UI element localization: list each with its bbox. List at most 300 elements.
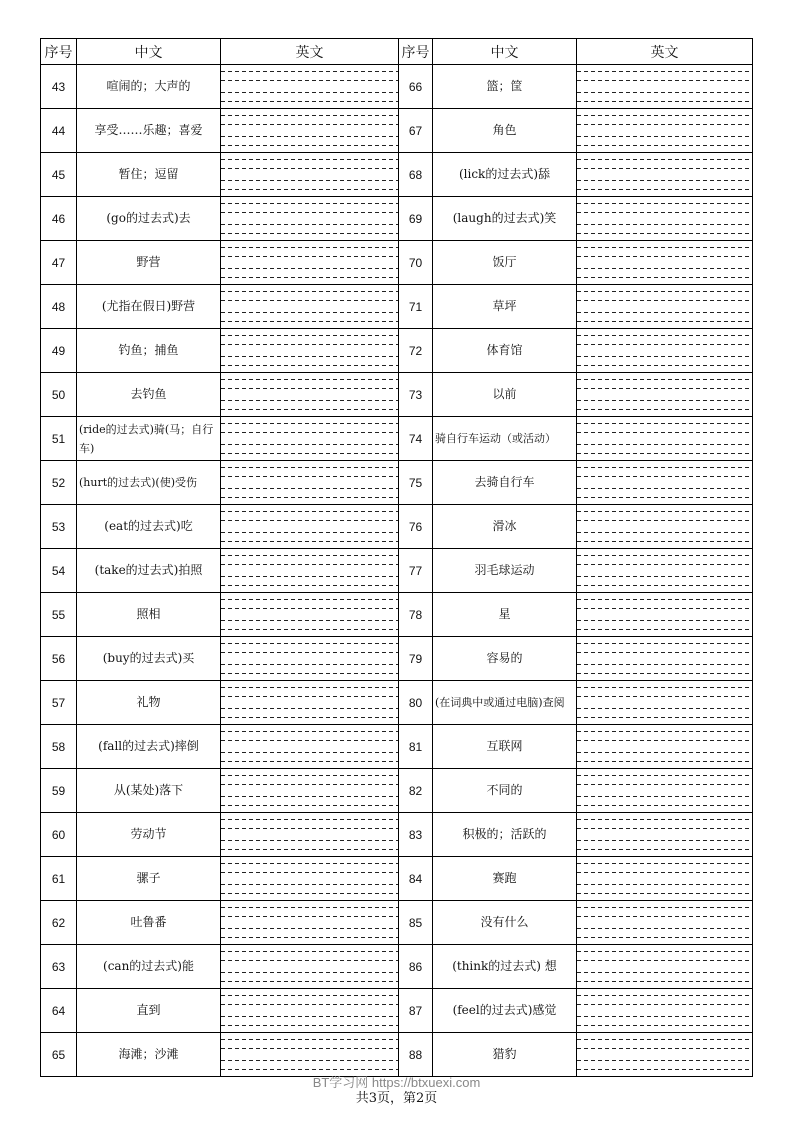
english-answer-cell[interactable] xyxy=(577,637,753,681)
chinese-term: 星 xyxy=(433,593,577,637)
item-number: 54 xyxy=(41,549,77,593)
dashed-writing-line xyxy=(577,467,752,468)
dashed-writing-line xyxy=(221,365,398,366)
dashed-writing-line xyxy=(577,1060,752,1061)
dashed-writing-line xyxy=(221,564,398,565)
chinese-term: 饭厅 xyxy=(433,241,577,285)
english-answer-cell[interactable] xyxy=(577,901,753,945)
dashed-writing-line xyxy=(577,356,752,357)
chinese-term: 劳动节 xyxy=(77,813,221,857)
dashed-writing-line xyxy=(221,180,398,181)
english-answer-cell[interactable] xyxy=(221,109,399,153)
table-row xyxy=(41,945,753,989)
item-number: 63 xyxy=(41,945,77,989)
dashed-writing-line xyxy=(577,981,752,982)
dashed-writing-line xyxy=(577,907,752,908)
english-answer-cell[interactable] xyxy=(577,1033,753,1077)
header-english: 英文 xyxy=(221,39,399,65)
item-number: 71 xyxy=(399,285,433,329)
dashed-writing-line xyxy=(577,136,752,137)
english-answer-cell[interactable] xyxy=(577,989,753,1033)
dashed-writing-line xyxy=(577,247,752,248)
dashed-writing-line xyxy=(221,101,398,102)
dashed-writing-line xyxy=(221,453,398,454)
chinese-term: 直到 xyxy=(77,989,221,1033)
table-row xyxy=(41,725,753,769)
dashed-writing-line xyxy=(221,784,398,785)
dashed-writing-line xyxy=(577,664,752,665)
dashed-writing-line xyxy=(577,752,752,753)
dashed-writing-line xyxy=(221,233,398,234)
item-number: 78 xyxy=(399,593,433,637)
item-number: 66 xyxy=(399,65,433,109)
dashed-writing-line xyxy=(221,541,398,542)
table-row xyxy=(41,417,753,461)
item-number: 83 xyxy=(399,813,433,857)
dashed-writing-line xyxy=(577,585,752,586)
chinese-term: 互联网 xyxy=(433,725,577,769)
dashed-writing-line xyxy=(577,775,752,776)
english-answer-cell[interactable] xyxy=(221,813,399,857)
dashed-writing-line xyxy=(221,1004,398,1005)
chinese-term: (take的过去式)拍照 xyxy=(77,549,221,593)
dashed-writing-line xyxy=(221,115,398,116)
dashed-writing-line xyxy=(577,708,752,709)
dashed-writing-line xyxy=(577,620,752,621)
dashed-writing-line xyxy=(221,80,398,81)
dashed-writing-line xyxy=(577,1004,752,1005)
item-number: 80 xyxy=(399,681,433,725)
dashed-writing-line xyxy=(221,696,398,697)
dashed-writing-line xyxy=(221,599,398,600)
table-row xyxy=(41,461,753,505)
item-number: 53 xyxy=(41,505,77,549)
dashed-writing-line xyxy=(221,300,398,301)
dashed-writing-line xyxy=(577,564,752,565)
item-number: 75 xyxy=(399,461,433,505)
dashed-writing-line xyxy=(577,312,752,313)
dashed-writing-line xyxy=(577,291,752,292)
dashed-writing-line xyxy=(221,916,398,917)
dashed-writing-line xyxy=(577,233,752,234)
dashed-writing-line xyxy=(221,731,398,732)
chinese-term: 喧闹的；大声的 xyxy=(77,65,221,109)
english-answer-cell[interactable] xyxy=(577,109,753,153)
dashed-writing-line xyxy=(221,995,398,996)
dashed-writing-line xyxy=(577,796,752,797)
chinese-term: 积极的；活跃的 xyxy=(433,813,577,857)
dashed-writing-line xyxy=(577,379,752,380)
dashed-writing-line xyxy=(577,321,752,322)
dashed-writing-line xyxy=(221,168,398,169)
english-answer-cell[interactable] xyxy=(577,285,753,329)
english-answer-cell[interactable] xyxy=(221,197,399,241)
dashed-writing-line xyxy=(221,312,398,313)
chinese-term: (feel的过去式)感觉 xyxy=(433,989,577,1033)
english-answer-cell[interactable] xyxy=(221,461,399,505)
dashed-writing-line xyxy=(577,335,752,336)
item-number: 77 xyxy=(399,549,433,593)
item-number: 86 xyxy=(399,945,433,989)
dashed-writing-line xyxy=(221,356,398,357)
chinese-term: 吐鲁番 xyxy=(77,901,221,945)
item-number: 69 xyxy=(399,197,433,241)
dashed-writing-line xyxy=(221,752,398,753)
dashed-writing-line xyxy=(221,849,398,850)
english-answer-cell[interactable] xyxy=(221,725,399,769)
dashed-writing-line xyxy=(577,124,752,125)
table-row xyxy=(41,109,753,153)
dashed-writing-line xyxy=(577,180,752,181)
english-answer-cell[interactable] xyxy=(221,373,399,417)
dashed-writing-line xyxy=(221,291,398,292)
chinese-term: 没有什么 xyxy=(433,901,577,945)
chinese-term: (fall的过去式)摔倒 xyxy=(77,725,221,769)
item-number: 59 xyxy=(41,769,77,813)
dashed-writing-line xyxy=(577,409,752,410)
dashed-writing-line xyxy=(221,775,398,776)
item-number: 48 xyxy=(41,285,77,329)
english-answer-cell[interactable] xyxy=(221,1033,399,1077)
dashed-writing-line xyxy=(221,761,398,762)
chinese-term: 羽毛球运动 xyxy=(433,549,577,593)
dashed-writing-line xyxy=(577,872,752,873)
vocabulary-table xyxy=(40,38,753,1077)
chinese-term: 去骑自行车 xyxy=(433,461,577,505)
chinese-term: 体育馆 xyxy=(433,329,577,373)
english-answer-cell[interactable] xyxy=(221,769,399,813)
dashed-writing-line xyxy=(221,884,398,885)
dashed-writing-line xyxy=(221,224,398,225)
english-answer-cell[interactable] xyxy=(221,681,399,725)
dashed-writing-line xyxy=(577,828,752,829)
dashed-writing-line xyxy=(221,951,398,952)
english-answer-cell[interactable] xyxy=(577,857,753,901)
dashed-writing-line xyxy=(221,71,398,72)
dashed-writing-line xyxy=(577,884,752,885)
dashed-writing-line xyxy=(221,145,398,146)
table-row xyxy=(41,241,753,285)
english-answer-cell[interactable] xyxy=(221,153,399,197)
dashed-writing-line xyxy=(577,511,752,512)
english-answer-cell[interactable] xyxy=(221,945,399,989)
item-number: 88 xyxy=(399,1033,433,1077)
item-number: 87 xyxy=(399,989,433,1033)
dashed-writing-line xyxy=(221,256,398,257)
dashed-writing-line xyxy=(221,928,398,929)
dashed-writing-line xyxy=(577,652,752,653)
dashed-writing-line xyxy=(577,784,752,785)
english-answer-cell[interactable] xyxy=(577,197,753,241)
chinese-term: 篮；筐 xyxy=(433,65,577,109)
dashed-writing-line xyxy=(577,497,752,498)
dashed-writing-line xyxy=(577,80,752,81)
item-number: 85 xyxy=(399,901,433,945)
item-number: 61 xyxy=(41,857,77,901)
english-answer-cell[interactable] xyxy=(577,373,753,417)
english-answer-cell[interactable] xyxy=(577,241,753,285)
table-row xyxy=(41,901,753,945)
english-answer-cell[interactable] xyxy=(221,329,399,373)
dashed-writing-line xyxy=(221,981,398,982)
table-row xyxy=(41,813,753,857)
dashed-writing-line xyxy=(577,1048,752,1049)
item-number: 52 xyxy=(41,461,77,505)
dashed-writing-line xyxy=(221,620,398,621)
dashed-writing-line xyxy=(221,488,398,489)
dashed-writing-line xyxy=(577,1039,752,1040)
english-answer-cell[interactable] xyxy=(221,901,399,945)
dashed-writing-line xyxy=(577,541,752,542)
chinese-term: (buy的过去式)买 xyxy=(77,637,221,681)
dashed-writing-line xyxy=(221,467,398,468)
dashed-writing-line xyxy=(577,532,752,533)
dashed-writing-line xyxy=(221,1016,398,1017)
dashed-writing-line xyxy=(577,189,752,190)
english-answer-cell[interactable] xyxy=(221,549,399,593)
dashed-writing-line xyxy=(577,400,752,401)
dashed-writing-line xyxy=(577,212,752,213)
table-row xyxy=(41,153,753,197)
dashed-writing-line xyxy=(577,256,752,257)
chinese-term: 享受……乐趣；喜爱 xyxy=(77,109,221,153)
item-number: 76 xyxy=(399,505,433,549)
dashed-writing-line xyxy=(221,872,398,873)
dashed-writing-line xyxy=(221,379,398,380)
english-answer-cell[interactable] xyxy=(577,505,753,549)
chinese-term: (can的过去式)能 xyxy=(77,945,221,989)
dashed-writing-line xyxy=(221,1048,398,1049)
dashed-writing-line xyxy=(221,444,398,445)
english-answer-cell[interactable] xyxy=(221,857,399,901)
dashed-writing-line xyxy=(221,907,398,908)
item-number: 68 xyxy=(399,153,433,197)
english-answer-cell[interactable] xyxy=(221,593,399,637)
dashed-writing-line xyxy=(221,555,398,556)
dashed-writing-line xyxy=(221,159,398,160)
chinese-term: 草坪 xyxy=(433,285,577,329)
dashed-writing-line xyxy=(221,960,398,961)
dashed-writing-line xyxy=(221,828,398,829)
dashed-writing-line xyxy=(577,168,752,169)
dashed-writing-line xyxy=(577,928,752,929)
chinese-term: (go的过去式)去 xyxy=(77,197,221,241)
english-answer-cell[interactable] xyxy=(577,153,753,197)
dashed-writing-line xyxy=(577,629,752,630)
header-chinese: 中文 xyxy=(433,39,577,65)
dashed-writing-line xyxy=(577,1069,752,1070)
dashed-writing-line xyxy=(221,476,398,477)
chinese-term: 骡子 xyxy=(77,857,221,901)
chinese-term: 礼物 xyxy=(77,681,221,725)
english-answer-cell[interactable] xyxy=(577,593,753,637)
english-answer-cell[interactable] xyxy=(577,329,753,373)
item-number: 81 xyxy=(399,725,433,769)
dashed-writing-line xyxy=(221,388,398,389)
dashed-writing-line xyxy=(221,796,398,797)
dashed-writing-line xyxy=(577,599,752,600)
dashed-writing-line xyxy=(221,717,398,718)
english-answer-cell[interactable] xyxy=(577,549,753,593)
table-row xyxy=(41,373,753,417)
item-number: 51 xyxy=(41,417,77,461)
dashed-writing-line xyxy=(577,101,752,102)
dashed-writing-line xyxy=(577,916,752,917)
dashed-writing-line xyxy=(577,717,752,718)
english-answer-cell[interactable] xyxy=(577,945,753,989)
chinese-term: 猎豹 xyxy=(433,1033,577,1077)
chinese-term: (laugh的过去式)笑 xyxy=(433,197,577,241)
dashed-writing-line xyxy=(221,409,398,410)
english-answer-cell[interactable] xyxy=(577,681,753,725)
dashed-writing-line xyxy=(577,476,752,477)
table-row xyxy=(41,505,753,549)
chinese-term: 照相 xyxy=(77,593,221,637)
dashed-writing-line xyxy=(577,71,752,72)
chinese-term: (hurt的过去式)(使)受伤 xyxy=(77,461,221,505)
item-number: 43 xyxy=(41,65,77,109)
dashed-writing-line xyxy=(577,520,752,521)
page-footer: 共3页，第2页 xyxy=(355,1091,438,1106)
dashed-writing-line xyxy=(577,673,752,674)
dashed-writing-line xyxy=(577,608,752,609)
english-answer-cell[interactable] xyxy=(577,417,753,461)
item-number: 65 xyxy=(41,1033,77,1077)
dashed-writing-line xyxy=(221,708,398,709)
dashed-writing-line xyxy=(221,805,398,806)
chinese-term: 以前 xyxy=(433,373,577,417)
chinese-term: 去钓鱼 xyxy=(77,373,221,417)
dashed-writing-line xyxy=(577,423,752,424)
dashed-writing-line xyxy=(577,761,752,762)
item-number: 62 xyxy=(41,901,77,945)
table-row xyxy=(41,637,753,681)
dashed-writing-line xyxy=(221,585,398,586)
dashed-writing-line xyxy=(577,995,752,996)
dashed-writing-line xyxy=(221,136,398,137)
english-answer-cell[interactable] xyxy=(221,417,399,461)
dashed-writing-line xyxy=(221,344,398,345)
dashed-writing-line xyxy=(577,1025,752,1026)
dashed-writing-line xyxy=(221,937,398,938)
dashed-writing-line xyxy=(221,863,398,864)
table-row xyxy=(41,197,753,241)
dashed-writing-line xyxy=(577,277,752,278)
dashed-writing-line xyxy=(221,608,398,609)
item-number: 46 xyxy=(41,197,77,241)
item-number: 60 xyxy=(41,813,77,857)
dashed-writing-line xyxy=(577,960,752,961)
dashed-writing-line xyxy=(221,1069,398,1070)
header-chinese: 中文 xyxy=(77,39,221,65)
dashed-writing-line xyxy=(221,203,398,204)
dashed-writing-line xyxy=(221,400,398,401)
chinese-term: 角色 xyxy=(433,109,577,153)
dashed-writing-line xyxy=(577,444,752,445)
dashed-writing-line xyxy=(577,365,752,366)
english-answer-cell[interactable] xyxy=(577,769,753,813)
chinese-term: 钓鱼；捕鱼 xyxy=(77,329,221,373)
dashed-writing-line xyxy=(577,643,752,644)
table-row xyxy=(41,593,753,637)
dashed-writing-line xyxy=(221,189,398,190)
dashed-writing-line xyxy=(577,268,752,269)
dashed-writing-line xyxy=(577,863,752,864)
english-answer-cell[interactable] xyxy=(221,241,399,285)
item-number: 58 xyxy=(41,725,77,769)
dashed-writing-line xyxy=(221,643,398,644)
table-row xyxy=(41,329,753,373)
dashed-writing-line xyxy=(577,453,752,454)
dashed-writing-line xyxy=(221,432,398,433)
chinese-term: 从(某处)落下 xyxy=(77,769,221,813)
english-answer-cell[interactable] xyxy=(221,285,399,329)
dashed-writing-line xyxy=(221,664,398,665)
english-answer-cell[interactable] xyxy=(577,813,753,857)
english-answer-cell[interactable] xyxy=(221,505,399,549)
item-number: 50 xyxy=(41,373,77,417)
chinese-term: (尤指在假日)野营 xyxy=(77,285,221,329)
item-number: 70 xyxy=(399,241,433,285)
dashed-writing-line xyxy=(221,687,398,688)
item-number: 72 xyxy=(399,329,433,373)
english-answer-cell[interactable] xyxy=(221,65,399,109)
chinese-term: 容易的 xyxy=(433,637,577,681)
table-row xyxy=(41,549,753,593)
dashed-writing-line xyxy=(221,840,398,841)
dashed-writing-line xyxy=(577,937,752,938)
chinese-term: 滑冰 xyxy=(433,505,577,549)
dashed-writing-line xyxy=(577,576,752,577)
header-index: 序号 xyxy=(41,39,77,65)
english-answer-cell[interactable] xyxy=(221,989,399,1033)
item-number: 55 xyxy=(41,593,77,637)
dashed-writing-line xyxy=(577,224,752,225)
table-row xyxy=(41,285,753,329)
dashed-writing-line xyxy=(221,629,398,630)
dashed-writing-line xyxy=(577,203,752,204)
dashed-writing-line xyxy=(577,687,752,688)
dashed-writing-line xyxy=(221,423,398,424)
dashed-writing-line xyxy=(221,576,398,577)
english-answer-cell[interactable] xyxy=(577,725,753,769)
dashed-writing-line xyxy=(577,388,752,389)
item-number: 73 xyxy=(399,373,433,417)
chinese-term: (think的过去式) 想 xyxy=(433,945,577,989)
item-number: 47 xyxy=(41,241,77,285)
dashed-writing-line xyxy=(577,951,752,952)
dashed-writing-line xyxy=(577,849,752,850)
dashed-writing-line xyxy=(221,247,398,248)
table-row xyxy=(41,769,753,813)
dashed-writing-line xyxy=(221,740,398,741)
english-answer-cell[interactable] xyxy=(221,637,399,681)
dashed-writing-line xyxy=(221,1039,398,1040)
dashed-writing-line xyxy=(577,1016,752,1017)
chinese-term: 暂住；逗留 xyxy=(77,153,221,197)
dashed-writing-line xyxy=(577,145,752,146)
header-index: 序号 xyxy=(399,39,433,65)
english-answer-cell[interactable] xyxy=(577,461,753,505)
item-number: 74 xyxy=(399,417,433,461)
dashed-writing-line xyxy=(577,159,752,160)
dashed-writing-line xyxy=(221,497,398,498)
item-number: 45 xyxy=(41,153,77,197)
dashed-writing-line xyxy=(577,840,752,841)
dashed-writing-line xyxy=(221,321,398,322)
english-answer-cell[interactable] xyxy=(577,65,753,109)
chinese-term: 不同的 xyxy=(433,769,577,813)
